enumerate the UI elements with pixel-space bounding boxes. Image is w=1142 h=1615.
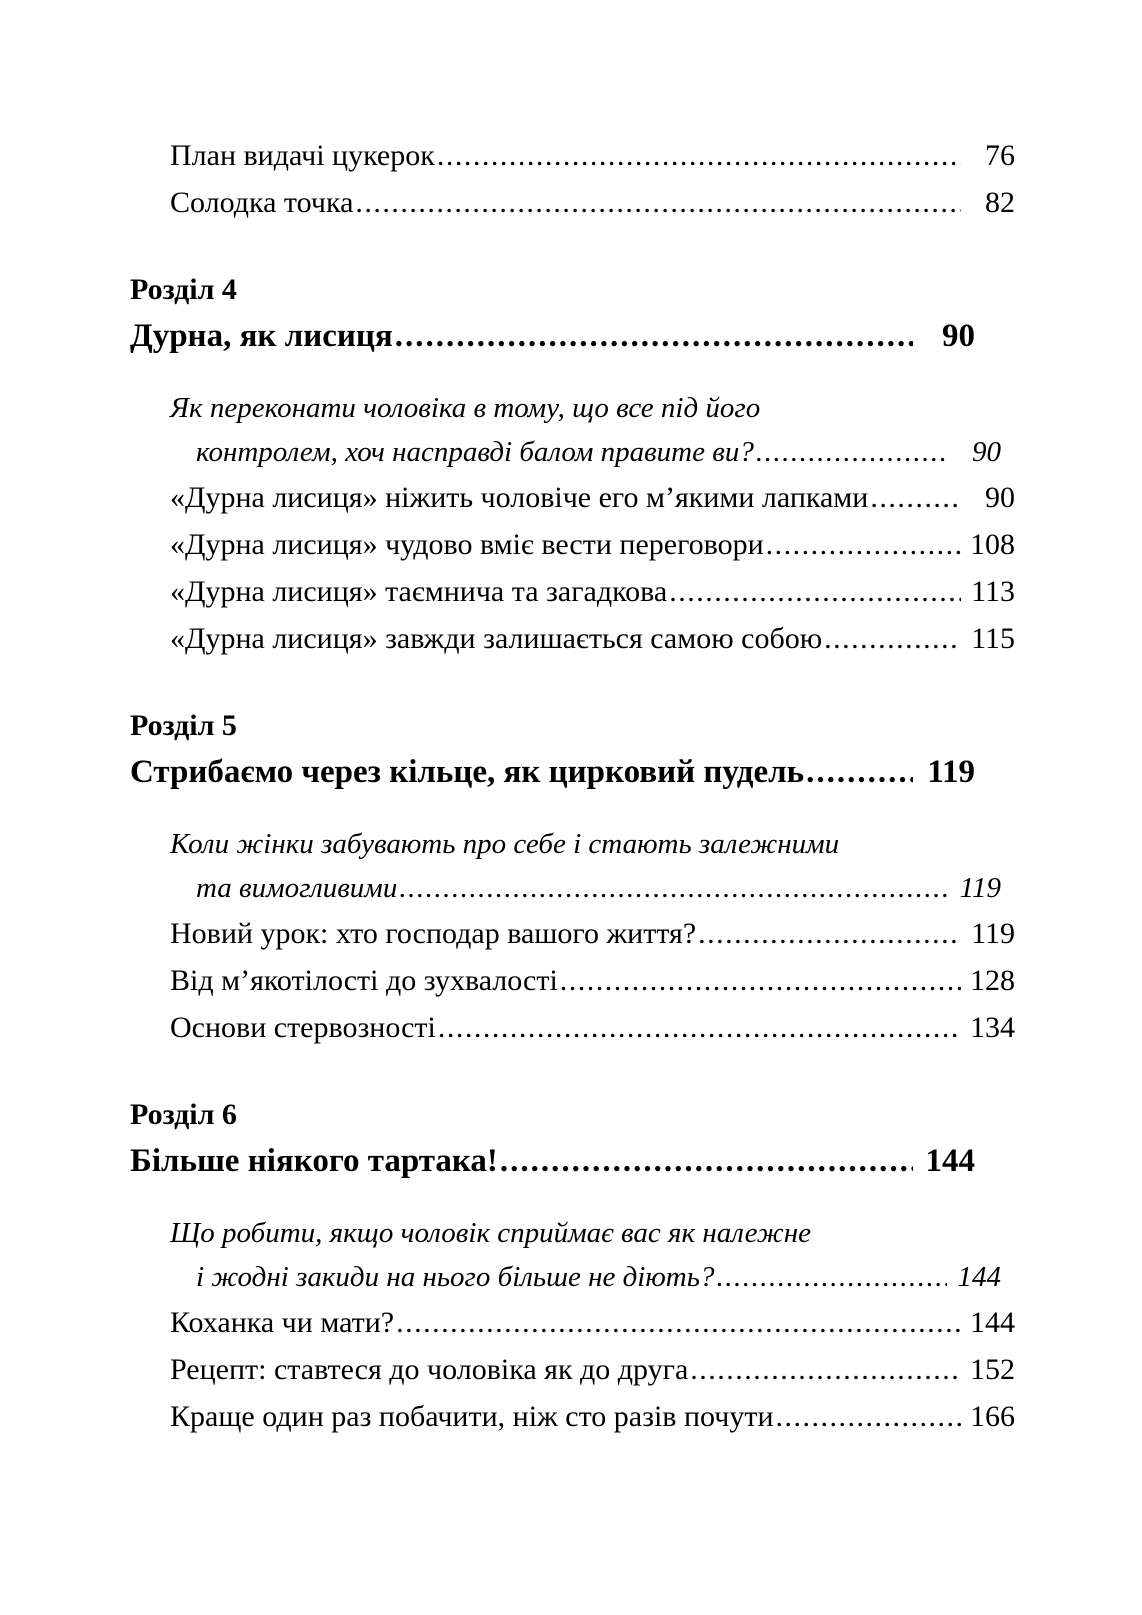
- section-spacer: [130, 1051, 975, 1093]
- dot-leader: [766, 521, 961, 568]
- toc-entry-title: Новий урок: хто господар вашого життя?: [170, 917, 697, 950]
- chapter-block-4: [130, 268, 1015, 662]
- toc-entry[interactable]: [170, 1393, 1015, 1440]
- toc-entry[interactable]: [170, 521, 1015, 568]
- chapter-title: Дурна, як лисиця: [130, 318, 393, 354]
- dot-leader: [500, 1137, 913, 1185]
- chapter-title: Стрибаємо через кільце, як цирковий пудель: [130, 754, 805, 790]
- toc-entry[interactable]: [170, 1211, 1001, 1299]
- toc-entry-title: «Дурна лисиця» чудово вміє вести переговори: [170, 528, 764, 561]
- toc-entry-title: Коханка чи мати?: [170, 1306, 395, 1339]
- toc-entry[interactable]: [170, 386, 1001, 474]
- toc-entry-title: План видачі цукерок: [170, 139, 435, 172]
- dot-leader: [395, 312, 913, 360]
- chapter-block-6: [130, 1093, 1015, 1440]
- chapter-title-row[interactable]: [130, 748, 975, 796]
- dot-leader: [690, 1346, 961, 1393]
- toc-entry-page: 119: [959, 872, 1001, 904]
- toc-entry-title: «Дурна лисиця» таємнича та загадкова: [170, 575, 668, 608]
- chapter-page: 119: [927, 754, 975, 790]
- toc-entry-page: 144: [970, 1306, 1015, 1339]
- dot-leader: [776, 1393, 961, 1440]
- chapter-title-row[interactable]: [130, 312, 975, 360]
- dot-leader: [438, 1004, 961, 1051]
- toc-entry[interactable]: [170, 474, 1015, 521]
- toc-entry-page: 166: [970, 1400, 1015, 1433]
- toc-entry-page: 76: [985, 139, 1015, 172]
- dot-leader: [399, 866, 947, 910]
- dot-leader: [698, 910, 961, 957]
- chapter-title-row[interactable]: [130, 1137, 975, 1185]
- toc-entry-title: Рецепт: ставтеся до чоловіка як до друга: [170, 1353, 689, 1386]
- toc-entry-title: Солодка точка: [170, 186, 354, 219]
- dot-leader: [396, 1299, 961, 1346]
- toc-entry-page: 82: [985, 186, 1015, 219]
- toc-entry-page: 90: [985, 481, 1015, 514]
- toc-entry[interactable]: [170, 568, 1015, 615]
- toc-entry-title: Від м’якотілості до зухвалості: [170, 964, 558, 997]
- toc-entry-title-line-2: та вимогливими: [196, 872, 398, 904]
- dot-leader: [437, 132, 961, 179]
- section-spacer: [130, 226, 975, 268]
- toc-entry-title: Основи стервозності: [170, 1011, 436, 1044]
- section-spacer: [130, 360, 975, 386]
- table-of-contents: [130, 132, 1015, 1440]
- chapter-label: Розділ 5: [130, 709, 237, 742]
- toc-entry-title: «Дурна лисиця» ніжить чоловіче его м’якими лапками: [170, 481, 869, 514]
- toc-entry-page: 115: [971, 622, 1015, 655]
- section-spacer: [130, 1185, 975, 1211]
- chapter-page: 144: [925, 1143, 975, 1179]
- toc-entry[interactable]: [170, 1004, 1015, 1051]
- toc-entry[interactable]: [170, 1299, 1015, 1346]
- leading-entries-group: [130, 132, 1015, 226]
- toc-entry[interactable]: [170, 822, 1001, 910]
- toc-entry-page: 113: [971, 575, 1015, 608]
- toc-entry-page: 119: [971, 917, 1015, 950]
- dot-leader: [669, 568, 961, 615]
- toc-entry[interactable]: [170, 1346, 1015, 1393]
- toc-entry-title: Краще один раз побачити, ніж сто разів почути: [170, 1400, 774, 1433]
- chapter-block-5: [130, 704, 1015, 1051]
- toc-entry[interactable]: [170, 910, 1015, 957]
- toc-entry-title: «Дурна лисиця» завжди залишається самою собою: [170, 622, 823, 655]
- toc-entry-page: 90: [972, 436, 1001, 468]
- toc-entry[interactable]: [170, 615, 1015, 662]
- toc-entry[interactable]: [170, 179, 1015, 226]
- dot-leader: [560, 957, 961, 1004]
- chapter-label: Розділ 4: [130, 273, 237, 306]
- toc-entry-title-line-1: Як переконати чоловіка в тому, що все під його: [170, 392, 761, 424]
- toc-entry-title-line-1: Коли жінки забувають про себе і стають залежними: [170, 828, 840, 860]
- toc-entry[interactable]: [170, 957, 1015, 1004]
- dot-leader: [824, 615, 961, 662]
- toc-entry-page: 134: [970, 1011, 1015, 1044]
- toc-entry-page: 152: [970, 1353, 1015, 1386]
- toc-entry-title-line-1: Що робити, якщо чоловік сприймає вас як належне: [170, 1217, 811, 1249]
- section-spacer: [130, 662, 975, 704]
- dot-leader: [355, 179, 961, 226]
- dot-leader: [806, 748, 913, 796]
- dot-leader: [870, 474, 961, 521]
- toc-entry[interactable]: [170, 132, 1015, 179]
- toc-entry-page: 128: [970, 964, 1015, 997]
- chapter-page: 90: [942, 318, 975, 354]
- section-spacer: [130, 796, 975, 822]
- toc-entry-page: 108: [970, 528, 1015, 561]
- dot-leader: [716, 1255, 947, 1299]
- chapter-title: Більше ніякого тартака!: [130, 1143, 498, 1179]
- toc-entry-title-line-2: і жодні закиди на нього більше не діють?: [196, 1261, 715, 1293]
- dot-leader: [756, 430, 947, 474]
- chapter-label: Розділ 6: [130, 1098, 237, 1131]
- toc-entry-page: 144: [957, 1261, 1001, 1293]
- toc-entry-title-line-2: контролем, хоч насправді балом правите ви?: [196, 436, 754, 468]
